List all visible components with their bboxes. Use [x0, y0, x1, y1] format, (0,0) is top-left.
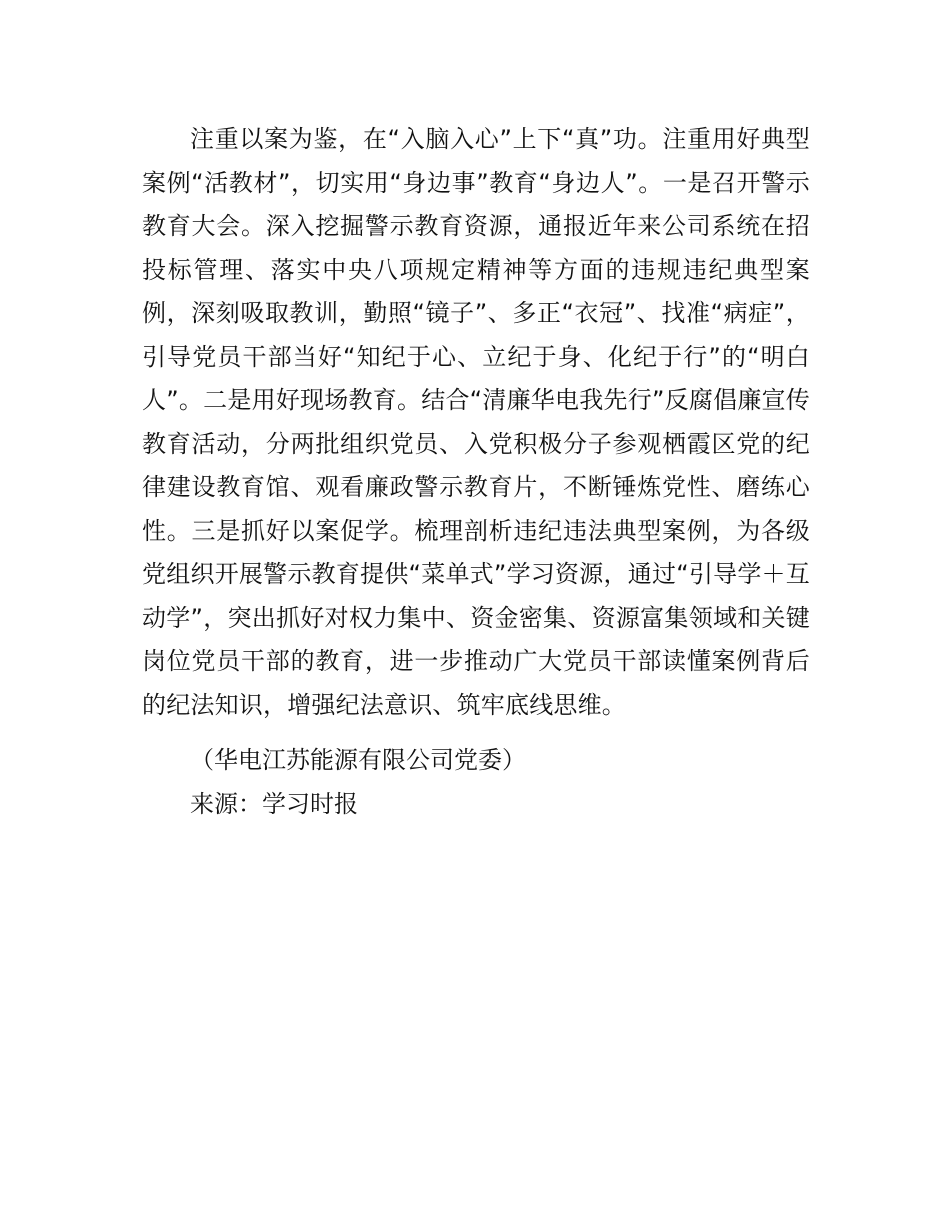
source-line: 来源：学习时报 [190, 789, 358, 818]
document-content [142, 118, 810, 826]
body-paragraph: 注重以案为鉴，在“入脑入心”上下“真”功。注重用好典型案例“活教材”，切实用“身边事”教育“身边人”。一是召开警示教育大会。深入挖掘警示教育资源，通报近年来公司系统在招投标管理、落实中央八项规定精神等方面的违规违纪典型案例，深刻吸取教训，勤照“镜子”、多正“衣冠”、找准“病症”，引导党员干部当好“知纪于心、立纪于身、化纪于行”的“明白人”。二是用好现场教育。结合“清廉华电我先行”反腐倡廉宣传教育活动，分两批组织党员、入党积极分子参观栖霞区党的纪律建设教育馆、观看廉政警示教育片，不断锤炼党性、磨练心性。三是抓好以案促学。梳理剖析违纪违法典型案例，为各级党组织开展警示教育提供“菜单式”学习资源，通过“引导学＋互动学”，突出抓好对权力集中、资金密集、资源富集领域和关键岗位党员干部的教育，进一步推动广大党员干部读懂案例背后的纪法知识，增强纪法意识、筑牢底线思维。 [142, 125, 810, 719]
organization-signature: （华电江苏能源有限公司党委） [190, 746, 526, 774]
